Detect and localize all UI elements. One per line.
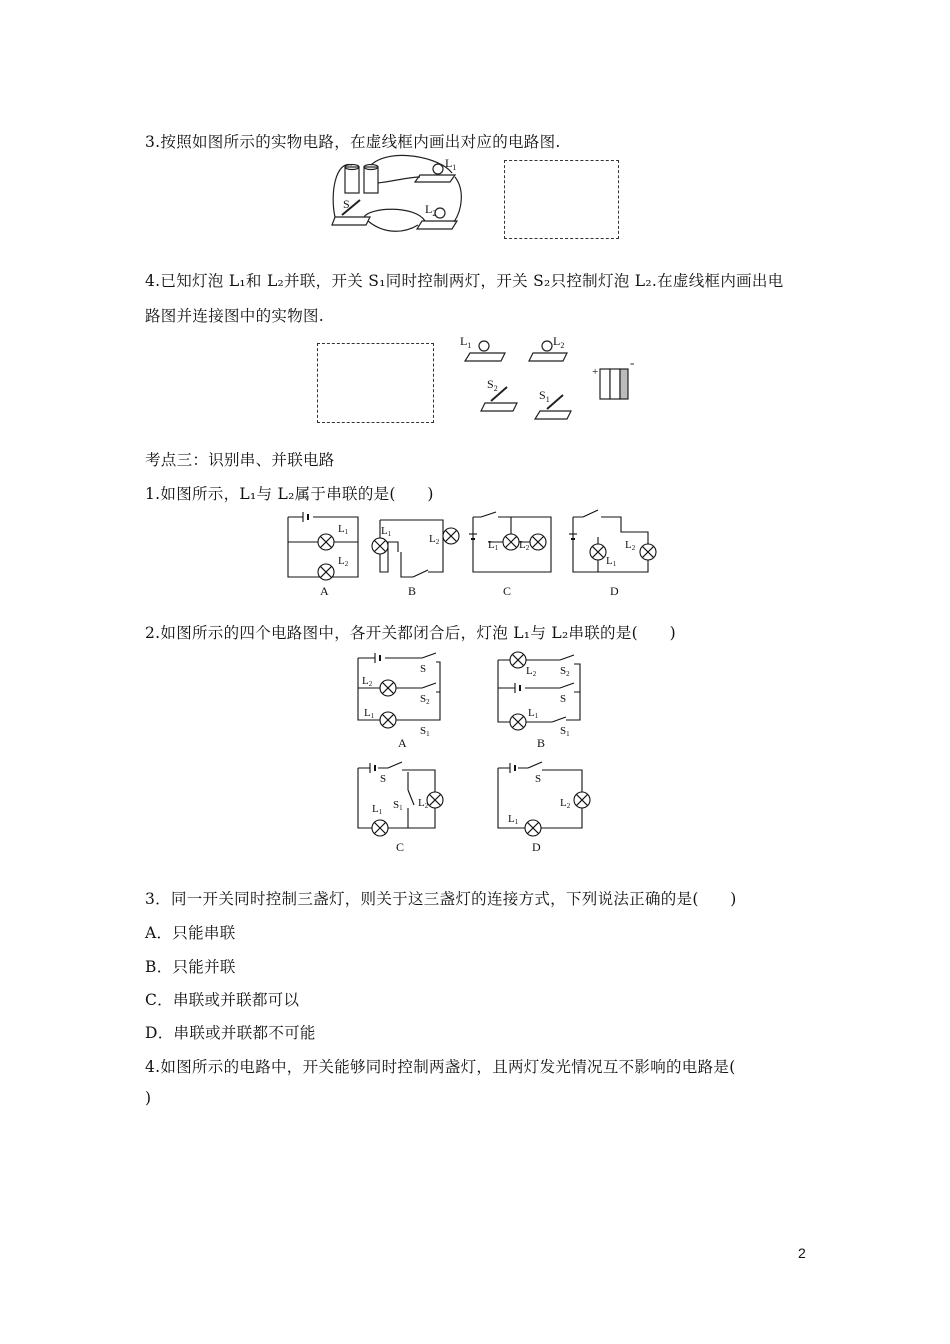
svg-text:L1: L1 [508, 813, 519, 826]
q3-choice-b[interactable]: B．只能并联 [145, 958, 236, 976]
svg-text:S2: S2 [560, 665, 570, 678]
svg-text:L2: L2 [338, 555, 349, 568]
q2-option-b[interactable]: B [537, 736, 546, 750]
q1-option-b[interactable]: B [408, 584, 417, 598]
q4-line1: 4.如图所示的电路中，开关能够同时控制两盏灯，且两灯发光情况互不影响的电路是( [145, 1058, 736, 1076]
q3-dashed-answer-box[interactable] [504, 160, 619, 239]
q4-dashed-answer-box[interactable] [317, 343, 434, 423]
q3p-s-label: S [343, 197, 350, 211]
svg-text:L2: L2 [418, 797, 429, 810]
q3-choice-c[interactable]: C．串联或并联都可以 [145, 991, 300, 1009]
q4-physical-line2: 路图并连接图中的实物图. [145, 307, 325, 325]
q4p-s1-label: $S_1$ [539, 388, 550, 404]
svg-text:S1: S1 [393, 799, 403, 812]
q3p-l2-label: $L_2$ [425, 202, 437, 218]
q1-circuits-figure [283, 512, 663, 602]
svg-text:L1: L1 [372, 803, 383, 816]
q1-text: 1.如图所示，L₁与 L₂属于串联的是( ) [145, 485, 434, 503]
svg-text:L1: L1 [381, 525, 392, 538]
svg-text:L2: L2 [625, 539, 636, 552]
q3-physical-text: 3.按照如图所示的实物电路，在虚线框内画出对应的电路图. [145, 133, 561, 151]
q2-option-d[interactable]: D [532, 840, 541, 854]
svg-text:S2: S2 [420, 693, 430, 706]
q4p-l2-label: $L_2$ [553, 334, 565, 350]
svg-text:L2: L2 [362, 675, 373, 688]
svg-text:S1: S1 [560, 725, 570, 738]
q2-text: 2.如图所示的四个电路图中，各开关都闭合后，灯泡 L₁与 L₂串联的是( ) [145, 624, 676, 642]
svg-text:L2: L2 [429, 533, 440, 546]
q4-physical-figure [455, 333, 640, 428]
q1-option-a[interactable]: A [320, 584, 329, 598]
svg-text:S1: S1 [420, 725, 430, 738]
svg-text:L2: L2 [519, 539, 530, 552]
q4p-s2-label: $S_2$ [487, 377, 498, 393]
q2-circuits-figure [350, 650, 600, 860]
q1-option-c[interactable]: C [503, 584, 512, 598]
svg-text:L1: L1 [364, 707, 375, 720]
svg-text:L1: L1 [488, 539, 499, 552]
q4p-l1-label: $L_1$ [460, 334, 472, 350]
q3-choice-d[interactable]: D．串联或并联都不可能 [145, 1024, 316, 1042]
svg-text:L1: L1 [338, 523, 349, 536]
svg-text:S: S [380, 773, 387, 785]
q4-physical-line1: 4.已知灯泡 L₁和 L₂并联，开关 S₁同时控制两灯，开关 S₂只控制灯泡 L₂.在虚线框内画出电 [145, 272, 784, 290]
svg-text:L1: L1 [606, 555, 617, 568]
q3-physical-figure [330, 155, 470, 240]
q4-line2: ) [145, 1089, 152, 1107]
section3-title: 考点三：识别串、并联电路 [145, 451, 335, 469]
svg-text:L2: L2 [560, 797, 571, 810]
svg-text:S: S [420, 663, 427, 675]
q4p-plus-label: + [592, 366, 599, 378]
svg-text:S: S [535, 773, 542, 785]
svg-text:S: S [560, 693, 567, 705]
q3-choice-a[interactable]: A．只能串联 [145, 924, 236, 942]
q2-option-a[interactable]: A [398, 736, 407, 750]
q1-option-d[interactable]: D [610, 584, 619, 598]
q2-option-c[interactable]: C [396, 840, 405, 854]
q3p-l1-label: $L_1$ [445, 156, 457, 172]
q4p-minus-label: - [630, 355, 635, 370]
svg-text:L2: L2 [526, 665, 537, 678]
page-number: 2 [798, 1245, 806, 1261]
q3-text: 3．同一开关同时控制三盏灯，则关于这三盏灯的连接方式，下列说法正确的是( ) [145, 890, 737, 908]
svg-text:L1: L1 [528, 707, 539, 720]
